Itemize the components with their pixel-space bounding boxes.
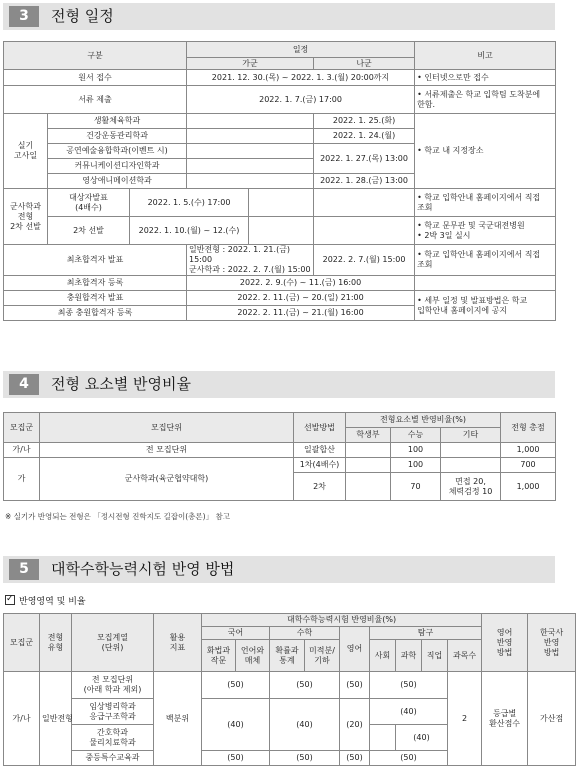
table-row: 최종 충원합격자 등록 2022. 2. 11.(금) ~ 21.(월) 16:00: [4, 306, 556, 321]
section-3-header: [3, 3, 555, 30]
table-row: 가 군사학과(육군협약대학) 1차(4배수) 100 700: [4, 458, 556, 473]
section-4-header: [3, 371, 555, 398]
col-ga: 가군: [187, 58, 314, 70]
table-row: 커뮤니케이션디자인학과: [4, 159, 556, 174]
table-row: 2차 선발 2022. 1. 10.(월) ~ 12.(수) • 학교 문무관 및 국군대전병원 • 2박 3일 실시: [4, 217, 556, 245]
section-number: 5: [9, 559, 39, 580]
ratio-note: ※ 실기가 반영되는 전형은 「정시전형 진학지도 길잡이(총론)」 참고: [5, 512, 230, 521]
col-note: 비고: [415, 42, 556, 70]
table-row: 실기 고사일 생활체육학과 2022. 1. 25.(화) • 학교 내 지정장소: [4, 114, 556, 129]
section-title: 대학수학능력시험 반영 방법: [51, 560, 235, 578]
section-number: 3: [9, 6, 39, 27]
ratio-table: 모집군 모집단위 선발방법 전형요소별 반영비율(%) 전형 총점 학생부 수능 기타 가/나 전 모집단위 일괄합산 100 1,000 가 군사학과(육군협약대학) 1차(4배수) 100 700 2차 70 면접 20, 체력검정 10 1,000: [3, 412, 556, 501]
table-row: 최초합격자 등록 2022. 2. 9.(수) ~ 11.(금) 16:00: [4, 276, 556, 291]
table-row: 가/나 전 모집단위 일괄합산 100 1,000: [4, 443, 556, 458]
table-row: 공연예술융합학과(이벤트 시) 2022. 1. 27.(목) 13:00: [4, 144, 556, 159]
section-title: 전형 일정: [51, 7, 114, 25]
table-row: 중등특수교육과 (50) (50) (50) (50): [4, 751, 576, 766]
table-row: 건강운동관리학과 2022. 1. 24.(월): [4, 129, 556, 144]
csat-table: 모집군 전형 유형 모집계열 (단위) 활용 지표 대학수학능력시험 반영비율(%) 영어 반영 방법 한국사 반영 방법 국어 수학 영어 탐구 화법과 작문 언어와 매체 확률과 통계 미적분/ 기하 사회 과학 직업 과목수 가/나 일반전형 전 모집단위 (아래 학과 제외) 백분위 (50) (50) (50) (50) 2 등급별 환산점수 가산점 임상병리학과 응급구조학과 (40) (40) (20) (40) 간호학과 물리치료학과 (40) 중등특수교육과 (50) (50) (50) (50): [3, 613, 576, 766]
schedule-table: [3, 41, 556, 321]
section-title: 전형 요소별 반영비율: [51, 375, 191, 393]
col-gubun: 구분: [4, 42, 187, 70]
table-row: 군사학과 전형 2차 선발 대상자발표 (4배수) 2022. 1. 5.(수) 17:00 • 학교 입학안내 홈페이지에서 직접 조회: [4, 189, 556, 217]
col-schedule: 일정: [187, 42, 415, 58]
checkbox-icon: [5, 595, 15, 605]
table-row: 서류 제출 2022. 1. 7.(금) 17:00 • 서류제출은 학교 입학팀 도착분에 한함.: [4, 86, 556, 114]
table-row: 충원합격자 발표 2022. 2. 11.(금) ~ 20.(일) 21:00 • 세부 일정 및 발표방법은 학교 입학안내 홈페이지에 공지: [4, 291, 556, 306]
table-row: 가/나 일반전형 전 모집단위 (아래 학과 제외) 백분위 (50) (50) (50) (50) 2 등급별 환산점수 가산점: [4, 672, 576, 699]
col-na: 나군: [314, 58, 415, 70]
table-row: 원서 접수 2021. 12. 30.(목) ~ 2022. 1. 3.(월) 20:00까지 • 인터넷으로만 접수: [4, 70, 556, 86]
table-row: 임상병리학과 응급구조학과 (40) (40) (20) (40): [4, 699, 576, 725]
table-row: 최초합격자 발표 일반전형 : 2022. 1. 21.(금) 15:00 군사학과 : 2022. 2. 7.(월) 15:00 2022. 2. 7.(월) 15:00 • 학교 입학안내 홈페이지에서 직접 조회: [4, 245, 556, 276]
table-row: 간호학과 물리치료학과 (40): [4, 725, 576, 751]
section-number: 4: [9, 374, 39, 395]
table-row: 영상애니메이션학과 2022. 1. 28.(금) 13:00: [4, 174, 556, 189]
table-row: 2차 70 면접 20, 체력검정 10 1,000: [4, 473, 556, 501]
subsection-title: ✓반영영역 및 비율: [5, 595, 86, 608]
section-5-header: [3, 556, 555, 583]
